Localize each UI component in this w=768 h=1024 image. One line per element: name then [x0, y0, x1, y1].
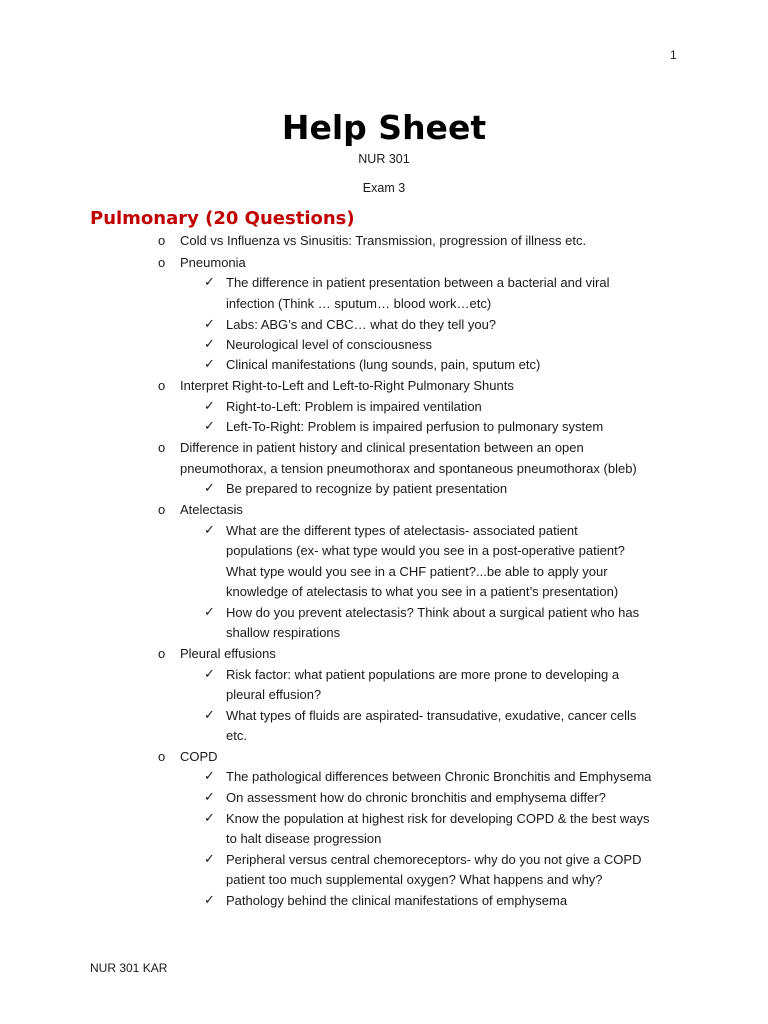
subtopic-text: What are the different types of atelectasis- associated patient: [226, 523, 578, 538]
subtopic-text: How do you prevent atelectasis? Think about a surgical patient who has: [226, 605, 640, 620]
section-heading: Pulmonary (20 Questions): [90, 208, 355, 229]
checkmark-icon: ✓: [204, 357, 215, 372]
topic-text: Cold vs Influenza vs Sinusitis: Transmission, progression of illness etc.: [180, 233, 587, 248]
course-code: NUR 301: [358, 152, 410, 166]
subtopic-text: to halt disease progression: [226, 831, 382, 846]
outline-bullet: o: [158, 233, 166, 248]
topic-text: Pneumonia: [180, 255, 246, 270]
subtopic-text: Clinical manifestations (lung sounds, pain, sputum etc): [226, 357, 541, 372]
subtopic-text: infection (Think … sputum… blood work…etc): [226, 296, 492, 311]
checkmark-icon: ✓: [204, 317, 215, 332]
subtopic-text: Risk factor: what patient populations are more prone to developing a: [226, 667, 620, 682]
checkmark-icon: ✓: [204, 419, 215, 434]
outline-bullet: o: [158, 440, 166, 455]
outline-bullet: o: [158, 749, 166, 764]
checkmark-icon: ✓: [204, 852, 215, 867]
subtopic-text: Peripheral versus central chemoreceptors- why do you not give a COPD: [226, 852, 642, 867]
subtopic-text: shallow respirations: [226, 625, 341, 640]
subtopic-text: pleural effusion?: [226, 687, 322, 702]
subtopic-text: etc.: [226, 728, 247, 743]
checkmark-icon: ✓: [204, 337, 215, 352]
subtopic-text: Right-to-Left: Problem is impaired ventilation: [226, 399, 482, 414]
topic-text: COPD: [180, 749, 218, 764]
subtopic-text: Neurological level of consciousness: [226, 337, 432, 352]
subtopic-text: Be prepared to recognize by patient presentation: [226, 481, 508, 496]
subtopic-text: Labs: ABG’s and CBC… what do they tell you?: [226, 317, 497, 332]
subtopic-text: The pathological differences between Chronic Bronchitis and Emphysema: [226, 769, 652, 784]
subtopic-text: Pathology behind the clinical manifestations of emphysema: [226, 893, 568, 908]
subtopic-text: What types of fluids are aspirated- transudative, exudative, cancer cells: [226, 708, 637, 723]
page-number: 1: [670, 48, 677, 62]
checkmark-icon: ✓: [204, 481, 215, 496]
checkmark-icon: ✓: [204, 811, 215, 826]
checkmark-icon: ✓: [204, 769, 215, 784]
checkmark-icon: ✓: [204, 893, 215, 908]
subtopic-text: What type would you see in a CHF patient?...be able to apply your: [226, 564, 608, 579]
topic-text: pneumothorax, a tension pneumothorax and spontaneous pneumothorax (bleb): [180, 461, 637, 476]
outline-bullet: o: [158, 255, 166, 270]
topic-text: Pleural effusions: [180, 646, 276, 661]
page-footer: NUR 301 KAR: [90, 961, 168, 975]
checkmark-icon: ✓: [204, 667, 215, 682]
subtopic-text: patient too much supplemental oxygen? What happens and why?: [226, 872, 603, 887]
document-title: Help Sheet: [281, 108, 487, 147]
topic-text: Atelectasis: [180, 502, 243, 517]
checkmark-icon: ✓: [204, 605, 215, 620]
outline-bullet: o: [158, 502, 166, 517]
subtopic-text: Left-To-Right: Problem is impaired perfusion to pulmonary system: [226, 419, 604, 434]
subtopic-text: knowledge of atelectasis to what you see in a patient’s presentation): [226, 584, 619, 599]
checkmark-icon: ✓: [204, 790, 215, 805]
subtopic-text: populations (ex- what type would you see in a post-operative patient?: [226, 543, 625, 558]
checkmark-icon: ✓: [204, 275, 215, 290]
subtopic-text: The difference in patient presentation between a bacterial and viral: [226, 275, 610, 290]
checkmark-icon: ✓: [204, 708, 215, 723]
subtopic-text: Know the population at highest risk for developing COPD & the best ways: [226, 811, 650, 826]
subtopic-text: On assessment how do chronic bronchitis and emphysema differ?: [226, 790, 606, 805]
checkmark-icon: ✓: [204, 523, 215, 538]
checkmark-icon: ✓: [204, 399, 215, 414]
exam-label: Exam 3: [362, 181, 406, 195]
outline-bullet: o: [158, 646, 166, 661]
outline-bullet: o: [158, 378, 166, 393]
topic-text: Difference in patient history and clinical presentation between an open: [180, 440, 584, 455]
topic-text: Interpret Right-to-Left and Left-to-Right Pulmonary Shunts: [180, 378, 514, 393]
